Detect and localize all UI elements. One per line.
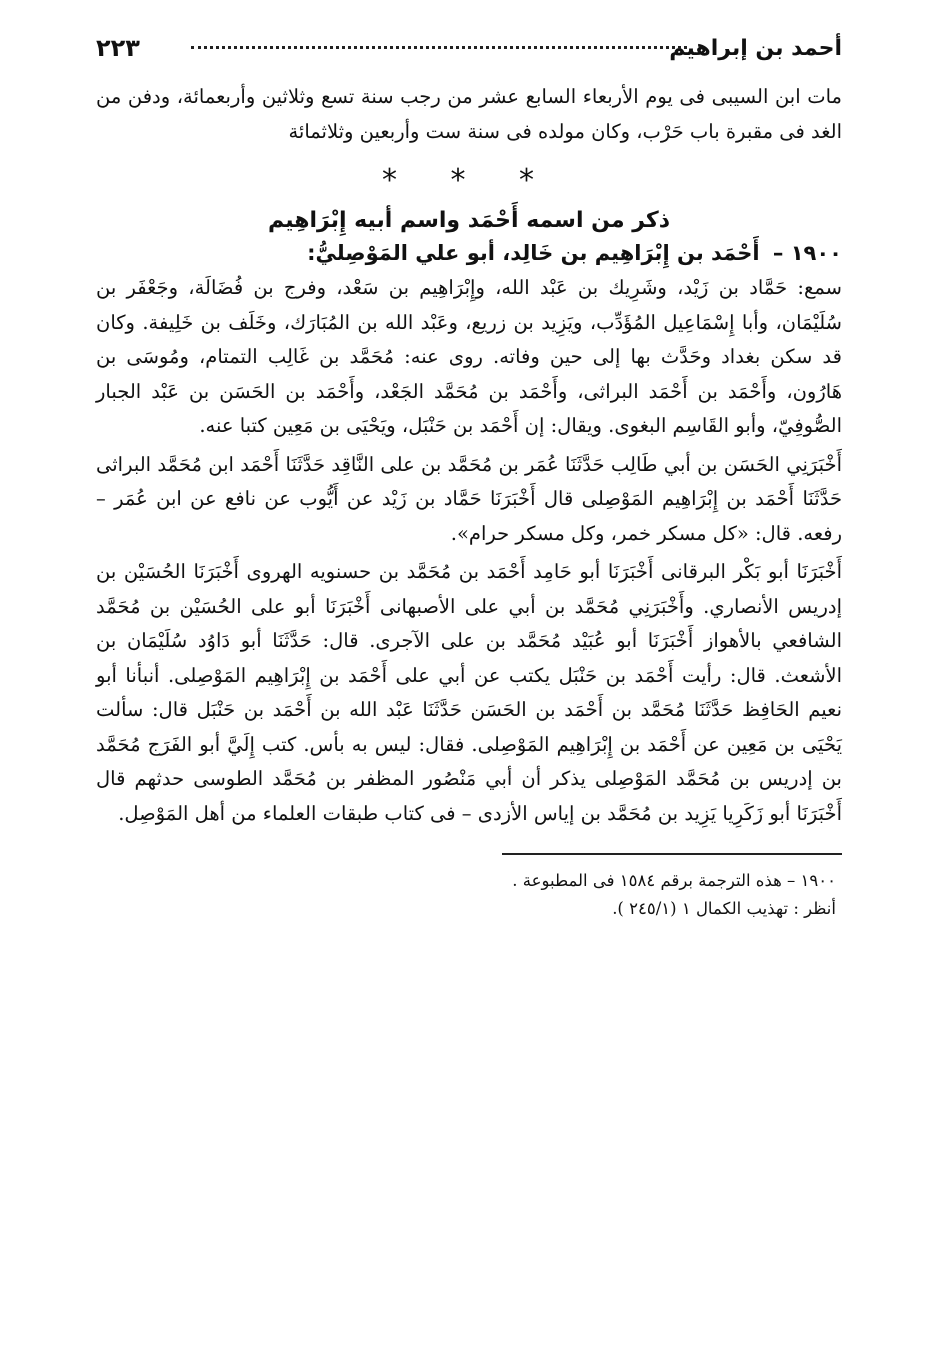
- running-title: أحمد بن إبراهيم: [669, 36, 842, 61]
- footnote-2: أنظر : تهذيب الكمال ١ (٢٤٥/١ ).: [612, 899, 836, 918]
- header-dotted-leader: [191, 46, 687, 49]
- running-header: [96, 30, 842, 70]
- intro-paragraph: مات ابن السيبى فى يوم الأربعاء السابع عشر من رجب سنة تسع وثلاثين وأربعمائة، ودفن من الغد فى مقبرة باب حَرْب، وكان مولده فى سنة ست وأربعين وثلاثمائة: [96, 85, 842, 143]
- entry-paragraph-narrations: أَخْبَرَنَا أبو بَكْر البرقانى أَخْبَرَنَا أبو حَامِد أَحْمَد بن مُحَمَّد بن حسنويه الهروى أَخْبَرَنَا الحُسَيْن بن إدريس الأنصاري. وأَخْبَرَنِي مُحَمَّد بن أبي على الأصبهانى أَخْبَرَنَا أبو على الحُسَيْن بن مُحَمَّد الشافعي بالأهواز أَخْبَرَنَا أبو عُبَيْد مُحَمَّد بن على الآجرى. قال: حَدَّثَنَا أبو دَاوُد سُلَيْمَان بن الأشعث. قال: رأيت أَحْمَد بن حَنْبَل يكتب عن أبي على أَحْمَد بن إِبْرَاهِيم المَوْصِلى. أنبأنا أبو نعيم الحَافِظ حَدَّثَنَا مُحَمَّد بن أَحْمَد بن الحَسَن حَدَّثَنَا عَبْد الله بن أَحْمَد بن حَنْبَل قال: سألت يَحْيَى بن مَعِين عن أَحْمَد بن إِبْرَاهِيم المَوْصِلى. فقال: ليس به بأس. كتب إِلَيَّ أبو الفَرَج مُحَمَّد بن إدريس بن مُحَمَّد المَوْصِلى يذكر أن أبي مَنْصُور المظفر بن مُحَمَّد الطوسى حدثهم قال أَخْبَرَنَا أبو زَكَرِيا يَزِيد بن مُحَمَّد بن إياس الأزدى – فى كتاب طبقات العلماء من أهل المَوْصِل.: [96, 560, 842, 825]
- section-heading: ذكر من اسمه أَحْمَد واسم أبيه إِبْرَاهِيم: [267, 208, 670, 233]
- section-separator: * * *: [381, 163, 557, 198]
- book-page: [96, 30, 842, 1336]
- footnote-divider: [502, 853, 842, 855]
- footnote-1: ١٩٠٠ – هذه الترجمة برقم ١٥٨٤ فى المطبوعة .: [512, 871, 836, 890]
- entry-title: أَحْمَد بن إِبْرَاهِيم بن خَالِد، أبو علي المَوْصِليُّ:: [307, 241, 760, 265]
- entry-number: ١٩٠٠ –: [772, 241, 842, 265]
- entry-paragraph-hearing: سمع: حَمَّاد بن زَيْد، وشَرِيك بن عَبْد الله، وإِبْرَاهِيم بن سَعْد، وفرج بن فُضَالَة، وجَعْفَر بن سُلَيْمَان، وأبا إِسْمَاعِيل المُؤَدِّب، ويَزِيد بن زريع، وعَبْد الله بن المُبَارَك، وخَلَف بن خَلِيفة. وكان قد سكن بغداد وحَدَّث بها إلى حين وفاته. روى عنه: مُحَمَّد بن غَالِب التمتام، ومُوسَى بن هَارُون، وأَحْمَد بن أَحْمَد البراثى، وأَحْمَد بن مُحَمَّد الجَعْد، وأَحْمَد بن الحَسَن بن عَبْد الجبار الصُّوفِيّ، وأبو القَاسِم البغوى. ويقال: إن أَحْمَد بن حَنْبَل، ويَحْيَى بن مَعِين كتبا عنه.: [96, 276, 842, 437]
- page-number: ٢٢٣: [96, 34, 140, 62]
- entry-heading: [96, 241, 842, 265]
- entry-paragraph-hadith: أَخْبَرَنِي الحَسَن بن أبي طَالِب حَدَّثَنَا عُمَر بن مُحَمَّد بن على النَّاقِد حَدَّثَنَا أَحْمَد ابن مُحَمَّد البراثى حَدَّثَنَا أَحْمَد بن إِبْرَاهِيم المَوْصِلى قال أَخْبَرَنَا حَمَّاد بن زَيْد عن أَيُّوب عن نافع عن ابن عُمَر – رفعه. قال: «كل مسكر خمر، وكل مسكر حرام».: [96, 452, 842, 545]
